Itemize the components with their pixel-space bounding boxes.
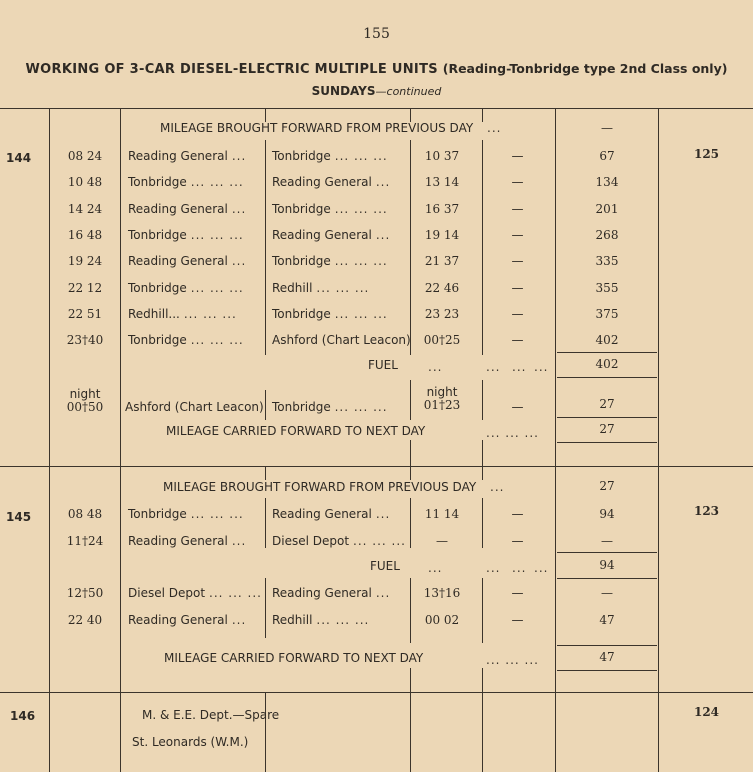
pass-marker-text: — [511, 280, 524, 295]
night-label: night [69, 387, 101, 401]
miles-rule [557, 578, 657, 579]
from-station-text: Tonbridge [128, 333, 187, 348]
leader-dots: ... [490, 480, 505, 494]
leader-dots: ... ... ... [334, 254, 388, 269]
miles-rule [557, 552, 657, 553]
dep-time [52, 281, 118, 295]
mileage-text: 268 [595, 227, 619, 242]
brought-forward-value: 27 [599, 479, 615, 493]
to-station-text: Tonbridge [272, 201, 331, 216]
to-station [272, 202, 388, 216]
arr-time-text: 13 14 [424, 175, 460, 190]
leader-dots: ... [231, 534, 247, 548]
col-rule [482, 498, 483, 548]
from-station-text: Reading General [128, 254, 228, 269]
from-station [128, 254, 246, 268]
from-station [128, 307, 237, 321]
brought-forward-label [163, 480, 504, 494]
pass-marker [490, 254, 545, 268]
leader-dots: ... ... ... [209, 586, 262, 600]
mileage [557, 507, 657, 521]
col-rule [410, 140, 411, 355]
from-station-text: Reading General [128, 534, 228, 548]
arr-time [412, 281, 472, 295]
leader-dots: ... ... ... [316, 613, 370, 627]
to-station-text: Reading General [272, 227, 372, 242]
dep-time-text: 12†50 [66, 586, 104, 600]
to-station-text: Reading General [272, 507, 372, 521]
rule-section-146 [0, 692, 753, 693]
leader-dots: ... [375, 227, 391, 242]
col-rule [265, 498, 266, 548]
dep-time [52, 613, 118, 627]
page-subtitle [0, 84, 753, 98]
fuel-miles: 94 [599, 558, 615, 572]
from-station-text: Tonbridge [128, 227, 187, 242]
arr-time [412, 507, 472, 521]
leader-dots: ... ... ... [190, 333, 244, 348]
arr-time [412, 586, 472, 600]
arr-time [412, 333, 472, 347]
pass-marker [490, 228, 545, 242]
arr-time [412, 175, 472, 189]
dep-time [52, 586, 118, 600]
miles-rule [557, 377, 657, 378]
mileage [557, 613, 657, 627]
col-rule [120, 108, 121, 772]
pass-marker-text: — [511, 586, 524, 600]
arr-time-text: 19 14 [424, 227, 460, 242]
dep-time [52, 534, 118, 548]
from-station [128, 281, 244, 295]
night-arr: 01†23 [423, 398, 461, 412]
night-pass: — [511, 400, 524, 414]
leader-dots: ... [231, 201, 247, 216]
mileage [557, 175, 657, 189]
mileage [557, 281, 657, 295]
col-rule [482, 466, 483, 480]
to-station-text: Ashford (Chart Leacon) [272, 333, 411, 348]
arr-time [412, 254, 472, 268]
arr-time [412, 228, 472, 242]
to-station-text: Redhill [272, 613, 313, 627]
leader-dots: ... ... ... [190, 280, 244, 295]
col-rule [265, 140, 266, 355]
miles-rule [557, 417, 657, 418]
arr-time-text: 22 46 [424, 280, 460, 295]
dep-time-text: 16 48 [67, 227, 103, 242]
night-miles: 27 [599, 397, 615, 411]
pass-marker-text: — [511, 201, 524, 216]
subtitle-main: SUNDAYS [311, 84, 376, 98]
title-note: (Reading-Tonbridge type 2nd Class only) [442, 61, 728, 76]
dep-time-text: 08 24 [67, 149, 103, 163]
col-rule [410, 380, 411, 420]
diagram-total: 125 [693, 147, 720, 161]
leader-dots: ... [428, 360, 443, 374]
from-station-text: Tonbridge [128, 175, 187, 190]
dep-time [52, 254, 118, 268]
dep-time-text: 22 51 [67, 306, 103, 321]
mileage [557, 333, 657, 347]
mileage-text: 402 [595, 333, 619, 348]
pass-marker-text: — [511, 333, 524, 348]
to-station [272, 228, 390, 242]
rule-top [0, 108, 753, 109]
dep-time [52, 333, 118, 347]
leader-dots: ... [428, 561, 443, 575]
dep-time [52, 507, 118, 521]
to-station [272, 149, 388, 163]
mileage [557, 254, 657, 268]
title-main: WORKING OF 3-CAR DIESEL-ELECTRIC MULTIPLE UNITS [25, 62, 438, 77]
fuel-label: FUEL [370, 559, 400, 573]
fuel-label: FUEL [368, 358, 398, 372]
night-from: Ashford (Chart Leacon) [125, 400, 264, 414]
from-station [128, 613, 246, 627]
pass-marker-text: — [511, 306, 524, 321]
leader-dots: ... [512, 561, 527, 575]
pass-marker [490, 586, 545, 600]
leader-dots: ... ... ... [316, 280, 370, 295]
mileage-text: 47 [599, 613, 615, 627]
miles-rule [557, 442, 657, 443]
leader-dots: ... ... ... [486, 426, 539, 440]
leader-dots: ... ... ... [190, 507, 244, 521]
col-rule [482, 578, 483, 643]
from-station [128, 202, 246, 216]
to-station-text: Reading General [272, 586, 372, 600]
leader-dots: ... [375, 586, 391, 600]
from-station [128, 228, 244, 242]
night-label-arr: night [426, 385, 458, 399]
dep-time [52, 202, 118, 216]
arr-time-text: 13†16 [423, 586, 461, 600]
diagram-total: 123 [693, 504, 720, 518]
dep-time [52, 149, 118, 163]
dep-time-text: 22 40 [67, 613, 103, 627]
to-station [272, 307, 388, 321]
mileage-text: 375 [595, 306, 619, 321]
to-station [272, 534, 406, 548]
mileage-text: — [601, 534, 613, 548]
col-rule [410, 668, 411, 772]
leader-dots: ... ... ... [486, 653, 539, 667]
pass-marker-text: — [511, 254, 524, 269]
arr-time-text: 10 37 [424, 149, 460, 163]
arr-time-text: 00 02 [424, 613, 460, 627]
leader-dots: ... [486, 360, 501, 374]
leader-dots: ... ... ... [334, 400, 388, 414]
col-rule [265, 578, 266, 638]
pass-marker [490, 307, 545, 321]
miles-rule [557, 352, 657, 353]
dep-time [52, 175, 118, 189]
col-rule [410, 466, 411, 480]
col-rule [49, 108, 50, 772]
col-rule [482, 380, 483, 420]
miles-rule [557, 645, 657, 646]
from-station-text: Reading General [128, 201, 228, 216]
night-to [272, 400, 388, 414]
mileage-text: 67 [599, 149, 615, 163]
dep-time [52, 307, 118, 321]
to-station-text: Tonbridge [272, 254, 331, 269]
carried-forward-label: MILEAGE CARRIED FORWARD TO NEXT DAY [164, 651, 424, 665]
col-rule [265, 692, 266, 772]
from-station-text: Redhill... [128, 306, 180, 321]
leader-dots: ... [487, 121, 502, 135]
to-station-text: Diesel Depot [272, 534, 350, 548]
mileage [557, 307, 657, 321]
arr-time [412, 613, 472, 627]
col-rule [482, 108, 483, 122]
diagram-number: 145 [6, 510, 32, 524]
carried-forward-value: 27 [599, 422, 615, 436]
carried-forward-value: 47 [599, 650, 615, 664]
from-station-text: Reading General [128, 613, 228, 627]
diagram-total: 124 [693, 705, 720, 719]
leader-dots: ... [375, 507, 391, 521]
to-station-text: Reading General [272, 175, 372, 190]
pass-marker [490, 202, 545, 216]
to-station [272, 507, 390, 521]
from-station [128, 586, 262, 600]
arr-time-text: 16 37 [424, 201, 460, 216]
pass-marker [490, 613, 545, 627]
mileage-text: 335 [595, 254, 619, 269]
arr-time [412, 307, 472, 321]
diagram-146-line1: M. & E.E. Dept.—Spare [142, 708, 280, 722]
col-rule [410, 498, 411, 548]
leader-dots: ... [231, 149, 247, 163]
pass-marker-text: — [511, 175, 524, 190]
diagram-number: 144 [6, 151, 32, 165]
from-station [128, 507, 244, 521]
dep-time-text: 08 48 [67, 507, 103, 521]
to-station [272, 586, 390, 600]
leader-dots: ... [231, 254, 247, 269]
leader-dots: ... ... ... [334, 306, 388, 321]
leader-dots: ... [534, 360, 549, 374]
miles-rule [557, 670, 657, 671]
to-station-text: Redhill [272, 280, 313, 295]
arr-time-text: — [436, 534, 448, 548]
col-rule [265, 108, 266, 122]
pass-marker [490, 281, 545, 295]
from-station-text: Reading General [128, 149, 228, 163]
leader-dots: ... ... ... [183, 306, 237, 321]
col-rule [410, 108, 411, 122]
arr-time-text: 21 37 [424, 254, 460, 269]
col-rule [482, 668, 483, 772]
pass-marker-text: — [511, 534, 524, 548]
subtitle-note: —continued [375, 85, 442, 98]
mileage [557, 586, 657, 600]
col-rule [410, 578, 411, 643]
page-number: 155 [363, 26, 390, 42]
to-station-text: Tonbridge [272, 149, 331, 163]
col-rule [658, 108, 659, 772]
brought-forward-label [160, 121, 501, 135]
diagram-number: 146 [10, 709, 36, 723]
to-station [272, 281, 369, 295]
mileage-text: 201 [595, 201, 619, 216]
dep-time-text: 23†40 [66, 333, 104, 348]
dep-time-text: 19 24 [67, 254, 103, 269]
dep-time [52, 228, 118, 242]
leader-dots: ... [486, 561, 501, 575]
col-rule [482, 140, 483, 355]
night-to-text: Tonbridge [272, 400, 331, 414]
from-station [128, 333, 244, 347]
from-station-text: Tonbridge [128, 280, 187, 295]
arr-time [412, 149, 472, 163]
arr-time-text: 23 23 [424, 306, 460, 321]
brought-forward-text: MILEAGE BROUGHT FORWARD FROM PREVIOUS DAY [163, 480, 477, 494]
dep-time-text: 11†24 [66, 534, 104, 548]
leader-dots: ... ... ... [334, 201, 388, 216]
leader-dots: ... [534, 561, 549, 575]
col-rule [265, 466, 266, 480]
mileage-text: 94 [599, 507, 615, 521]
fuel-miles: 402 [595, 357, 619, 371]
leader-dots: ... ... ... [334, 149, 388, 163]
from-station-text: Diesel Depot [128, 586, 206, 600]
dep-time-text: 22 12 [67, 280, 103, 295]
leader-dots: ... [512, 360, 527, 374]
arr-time-text: 00†25 [423, 333, 461, 348]
mileage-text: 134 [595, 175, 619, 190]
pass-marker [490, 333, 545, 347]
arr-time [412, 534, 472, 548]
pass-marker-text: — [511, 149, 524, 163]
arr-time-text: 11 14 [424, 507, 460, 521]
to-station [272, 175, 390, 189]
pass-marker-text: — [511, 507, 524, 521]
col-rule [555, 108, 556, 772]
diagram-146-line2: St. Leonards (W.M.) [132, 735, 249, 749]
brought-forward-text: MILEAGE BROUGHT FORWARD FROM PREVIOUS DAY [160, 121, 474, 135]
dep-time-text: 10 48 [67, 175, 103, 190]
to-station [272, 333, 411, 347]
pass-marker [490, 175, 545, 189]
from-station [128, 534, 246, 548]
pass-marker [490, 507, 545, 521]
carried-forward-label: MILEAGE CARRIED FORWARD TO NEXT DAY [166, 424, 426, 438]
mileage [557, 202, 657, 216]
rule-section-145 [0, 466, 753, 467]
from-station [128, 175, 244, 189]
from-station-text: Tonbridge [128, 507, 187, 521]
mileage-text: 355 [595, 280, 619, 295]
pass-marker [490, 149, 545, 163]
pass-marker-text: — [511, 227, 524, 242]
arr-time [412, 202, 472, 216]
to-station [272, 613, 369, 627]
night-dep: 00†50 [66, 400, 104, 414]
from-station [128, 149, 246, 163]
leader-dots: ... ... ... [190, 175, 244, 190]
to-station [272, 254, 388, 268]
dep-time-text: 14 24 [67, 201, 103, 216]
page-title [0, 61, 753, 77]
mileage [557, 149, 657, 163]
to-station-text: Tonbridge [272, 306, 331, 321]
brought-forward-value: — [601, 121, 613, 135]
leader-dots: ... ... ... [190, 227, 244, 242]
leader-dots: ... [375, 175, 391, 190]
col-rule [265, 390, 266, 420]
leader-dots: ... [231, 613, 247, 627]
pass-marker [490, 534, 545, 548]
leader-dots: ... ... ... [353, 534, 406, 548]
mileage [557, 534, 657, 548]
pass-marker-text: — [511, 613, 524, 627]
mileage [557, 228, 657, 242]
mileage-text: — [601, 586, 613, 600]
